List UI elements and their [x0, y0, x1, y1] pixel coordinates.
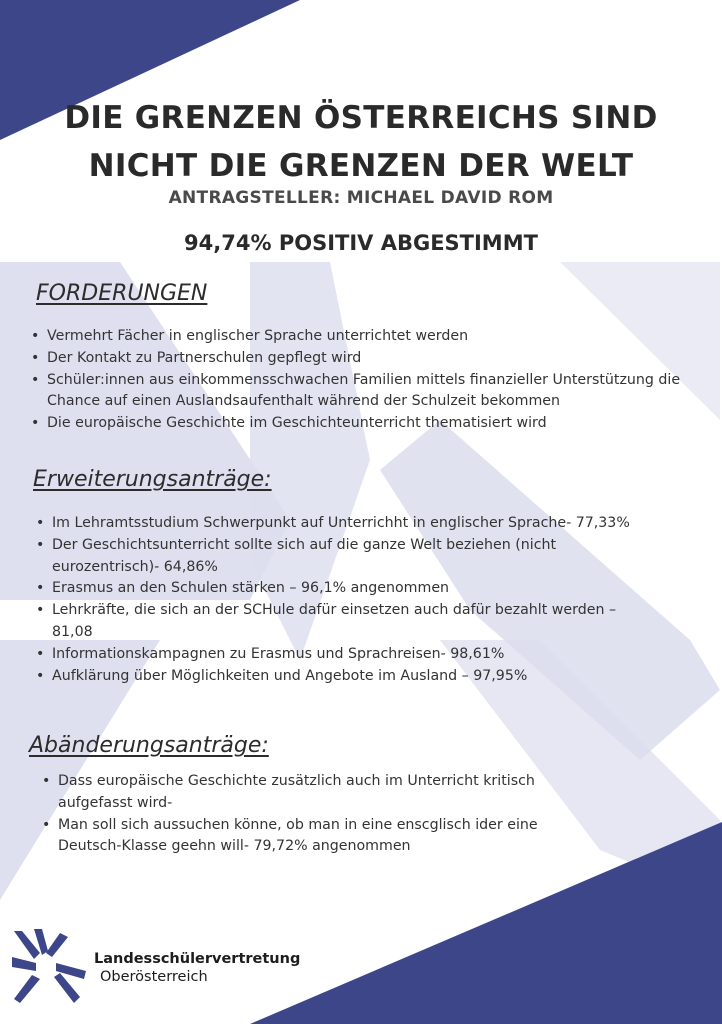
list-item: • Dass europäische Geschichte zusätzlich auch im Unterricht kritisch aufgefasst wird- [40, 771, 600, 815]
abaenderungsantraege-heading: Abänderungsanträge: [29, 733, 269, 758]
forderungen-heading: FORDERUNGEN [36, 281, 208, 306]
erweiterungsantraege-list [34, 513, 654, 687]
list-item: • Schüler:innen aus einkommensschwachen Familien mittels finanzieller Unterstützung die Chance auf einen Auslandsaufenthalt während der Schulzeit bekommen [29, 370, 709, 414]
abaenderungsantraege-list [40, 771, 600, 858]
erweiterungsantraege-heading: Erweiterungsanträge: [33, 467, 272, 492]
list-item: • Informationskampagnen zu Erasmus und Sprachreisen- 98,61% [34, 644, 654, 666]
list-item: • Im Lehramtsstudium Schwerpunkt auf Unterrichht in englischer Sprache- 77,33% [34, 513, 654, 535]
list-item: • Man soll sich aussuchen könne, ob man in eine enscglisch ider eine Deutsch-Klasse geehn will- 79,72% angenommen [40, 815, 600, 859]
organization-region: Oberösterreich [100, 969, 208, 985]
list-item: • Erasmus an den Schulen stärken – 96,1% angenommen [34, 578, 654, 600]
list-item: • Vermehrt Fächer in englischer Sprache unterrichtet werden [29, 326, 709, 348]
title-line-1: DIE GRENZEN ÖSTERREICHS SIND [64, 100, 658, 136]
title-line-2: NICHT DIE GRENZEN DER WELT [88, 148, 634, 184]
list-item: • Der Geschichtsunterricht sollte sich auf die ganze Welt beziehen (nicht eurozentrisch)- 64,86% [34, 535, 654, 579]
list-item: • Die europäische Geschichte im Geschichteunterricht thematisiert wird [29, 413, 709, 435]
vote-result: 94,74% POSITIV ABGESTIMMT [184, 231, 538, 255]
lsv-chevron-logo-icon [10, 927, 90, 1007]
organization-name: Landesschülervertretung [94, 951, 301, 967]
list-item: • Aufklärung über Möglichkeiten und Angebote im Ausland – 97,95% [34, 666, 654, 688]
applicant-line: ANTRAGSTELLER: MICHAEL DAVID ROM [168, 188, 554, 208]
list-item: • Lehrkräfte, die sich an der SCHule dafür einsetzen auch dafür bezahlt werden – 81,08 [34, 600, 654, 644]
list-item: • Der Kontakt zu Partnerschulen gepflegt wird [29, 348, 709, 370]
forderungen-list [29, 326, 709, 435]
